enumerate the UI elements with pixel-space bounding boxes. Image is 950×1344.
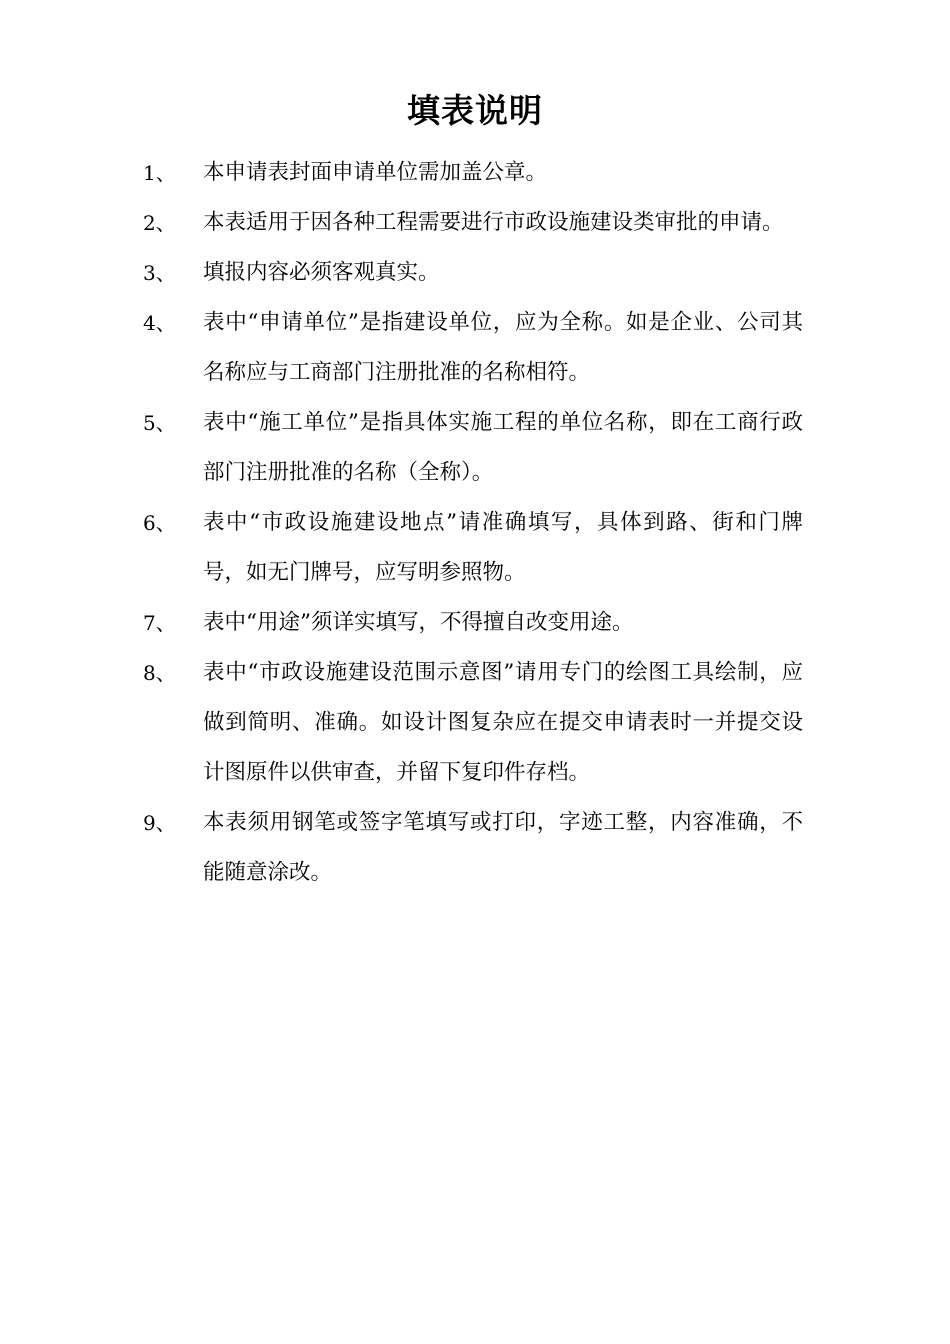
instruction-text: 表中“用途”须详实填写，不得擅自改变用途。: [203, 610, 634, 635]
instruction-text: 表中“市政设施建设范围示意图”请用专门的绘图工具绘制，应做到简明、准确。如设计图复杂应在提交申请表时一并提交设计图原件以供审查，并留下复印件存档。: [203, 660, 803, 785]
instruction-number: 7、: [143, 611, 176, 635]
instruction-item-6: [143, 498, 813, 598]
instruction-item-2: [143, 198, 813, 248]
instruction-number: 5、: [143, 411, 176, 435]
instruction-number: 3、: [143, 261, 176, 285]
instruction-text: 表中“市政设施建设地点”请准确填写，具体到路、街和门牌号，如无门牌号，应写明参照物。: [203, 510, 803, 585]
instruction-text: 表中“申请单位”是指建设单位，应为全称。如是企业、公司其名称应与工商部门注册批准的名称相符。: [203, 310, 803, 385]
instruction-number: 8、: [143, 661, 176, 685]
instruction-text: 填报内容必须客观真实。: [203, 260, 440, 285]
instruction-number: 4、: [143, 311, 176, 335]
instruction-item-3: [143, 248, 813, 298]
instruction-list: [143, 148, 813, 898]
instruction-text: 本表适用于因各种工程需要进行市政设施建设类审批的申请。: [203, 210, 784, 235]
instruction-item-8: [143, 648, 813, 798]
instruction-number: 2、: [143, 211, 176, 235]
document-title: 填表说明: [407, 91, 543, 130]
instruction-item-1: [143, 148, 813, 198]
instruction-text: 本申请表封面申请单位需加盖公章。: [203, 160, 548, 185]
instruction-item-4: [143, 298, 813, 398]
instruction-text: 表中“施工单位”是指具体实施工程的单位名称，即在工商行政部门注册批准的名称（全称）。: [203, 410, 803, 485]
instruction-item-7: [143, 598, 813, 648]
instruction-number: 6、: [143, 511, 176, 535]
instruction-item-5: [143, 398, 813, 498]
instruction-text: 本表须用钢笔或签字笔填写或打印，字迹工整，内容准确，不能随意涂改。: [203, 810, 803, 885]
instruction-number: 1、: [143, 161, 176, 185]
instruction-item-9: [143, 798, 813, 898]
instruction-number: 9、: [143, 811, 176, 835]
